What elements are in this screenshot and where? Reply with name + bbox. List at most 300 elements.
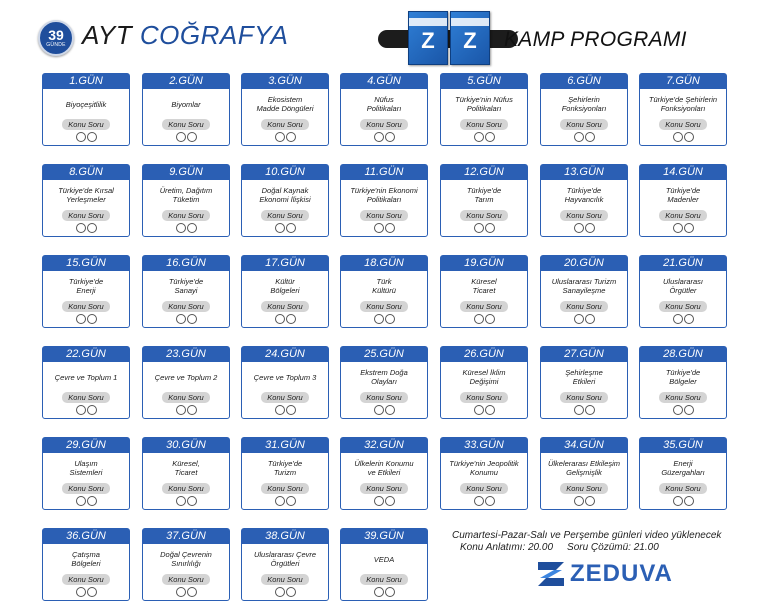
brand-name: ZEDUVA [570, 560, 673, 587]
day-card [540, 346, 628, 419]
progress-checkbox[interactable] [187, 405, 197, 415]
konu-soru-button[interactable]: Konu Soru [162, 574, 210, 585]
konu-soru-button[interactable]: Konu Soru [460, 210, 508, 221]
progress-checkbox[interactable] [187, 223, 197, 233]
day-label: 12.GÜN [441, 165, 527, 180]
konu-soru-button[interactable]: Konu Soru [460, 119, 508, 130]
progress-checkbox[interactable] [385, 132, 395, 142]
book-cover-image: Z [408, 11, 448, 65]
day-topic [242, 453, 328, 483]
progress-checkboxes [441, 223, 527, 233]
progress-checkbox[interactable] [286, 587, 296, 597]
day-topic-text: Çevre ve Toplum 1 [54, 372, 118, 382]
konu-soru-button[interactable]: Konu Soru [62, 119, 110, 130]
day-topic [441, 453, 527, 483]
day-topic [541, 271, 627, 301]
konu-soru-button[interactable]: Konu Soru [62, 301, 110, 312]
progress-checkboxes [541, 496, 627, 506]
day-card [440, 255, 528, 328]
progress-checkbox[interactable] [76, 587, 86, 597]
konu-soru-button[interactable]: Konu Soru [659, 483, 707, 494]
day-card [639, 346, 727, 419]
day-topic [43, 544, 129, 574]
day-card [42, 528, 130, 601]
day-label: 15.GÜN [43, 256, 129, 271]
day-label: 26.GÜN [441, 347, 527, 362]
day-label: 29.GÜN [43, 438, 129, 453]
progress-checkbox[interactable] [474, 132, 484, 142]
progress-checkbox[interactable] [485, 496, 495, 506]
progress-checkbox[interactable] [673, 405, 683, 415]
zeduva-logo-icon [536, 559, 566, 589]
day-topic [242, 271, 328, 301]
progress-checkbox[interactable] [187, 132, 197, 142]
konu-soru-button[interactable]: Konu Soru [261, 301, 309, 312]
badge-number: 39 [48, 26, 64, 43]
day-topic-text: Türkiye'de Tarım [466, 186, 502, 204]
konu-soru-button[interactable]: Konu Soru [261, 574, 309, 585]
progress-checkboxes [341, 132, 427, 142]
day-label: 35.GÜN [640, 438, 726, 453]
day-topic-text: Biyomlar [171, 99, 201, 109]
progress-checkbox[interactable] [76, 496, 86, 506]
progress-checkbox[interactable] [474, 223, 484, 233]
progress-checkboxes [143, 496, 229, 506]
progress-checkbox[interactable] [176, 587, 186, 597]
day-topic-text: Türkiye'nin Jeopolitik Konumu [449, 459, 519, 477]
day-label: 34.GÜN [541, 438, 627, 453]
progress-checkbox[interactable] [187, 496, 197, 506]
progress-checkboxes [43, 314, 129, 324]
konu-soru-button[interactable]: Konu Soru [261, 210, 309, 221]
progress-checkbox[interactable] [585, 223, 595, 233]
progress-checkbox[interactable] [684, 314, 694, 324]
day-topic-text: Çevre ve Toplum 3 [253, 372, 317, 382]
progress-checkboxes [640, 405, 726, 415]
day-topic [441, 362, 527, 392]
progress-checkbox[interactable] [385, 405, 395, 415]
day-topic-text: Doğal Kaynak Ekonomi İlişkisi [259, 186, 311, 204]
day-card [42, 73, 130, 146]
day-label: 4.GÜN [341, 74, 427, 89]
progress-checkboxes [43, 587, 129, 597]
day-topic-text: Çevre ve Toplum 2 [154, 372, 218, 382]
progress-checkbox[interactable] [87, 587, 97, 597]
day-topic [541, 362, 627, 392]
progress-checkbox[interactable] [87, 496, 97, 506]
day-topic [143, 453, 229, 483]
progress-checkbox[interactable] [176, 314, 186, 324]
konu-soru-button[interactable]: Konu Soru [659, 119, 707, 130]
day-topic [43, 89, 129, 119]
day-label: 37.GÜN [143, 529, 229, 544]
day-card [142, 346, 230, 419]
day-label: 17.GÜN [242, 256, 328, 271]
days-badge [38, 20, 74, 56]
day-label: 10.GÜN [242, 165, 328, 180]
day-topic-text: Türkiye'de Hayvancılık [564, 186, 604, 204]
progress-checkbox[interactable] [673, 314, 683, 324]
progress-checkbox[interactable] [87, 132, 97, 142]
day-topic-text: Doğal Çevrenin Sınırlılığı [160, 550, 212, 568]
progress-checkbox[interactable] [374, 223, 384, 233]
day-topic-text: VEDA [373, 554, 395, 564]
day-card [42, 164, 130, 237]
progress-checkbox[interactable] [275, 496, 285, 506]
konu-soru-button[interactable]: Konu Soru [360, 392, 408, 403]
progress-checkbox[interactable] [374, 314, 384, 324]
day-label: 14.GÜN [640, 165, 726, 180]
progress-checkbox[interactable] [374, 132, 384, 142]
progress-checkbox[interactable] [275, 314, 285, 324]
day-card [142, 73, 230, 146]
konu-soru-button[interactable]: Konu Soru [261, 119, 309, 130]
progress-checkbox[interactable] [176, 405, 186, 415]
zeduva-logo [536, 559, 673, 589]
day-topic-text: Nüfus Politikaları [366, 95, 402, 113]
progress-checkbox[interactable] [176, 223, 186, 233]
progress-checkbox[interactable] [684, 405, 694, 415]
progress-checkbox[interactable] [176, 496, 186, 506]
day-topic [242, 362, 328, 392]
progress-checkboxes [541, 405, 627, 415]
day-topic-text: Ulaşım Sistemleri [69, 459, 103, 477]
progress-checkbox[interactable] [275, 223, 285, 233]
progress-checkbox[interactable] [574, 132, 584, 142]
progress-checkbox[interactable] [87, 314, 97, 324]
progress-checkbox[interactable] [574, 223, 584, 233]
day-label: 24.GÜN [242, 347, 328, 362]
day-label: 32.GÜN [341, 438, 427, 453]
konu-soru-button[interactable]: Konu Soru [560, 301, 608, 312]
konu-soru-button[interactable]: Konu Soru [62, 392, 110, 403]
progress-checkbox[interactable] [76, 223, 86, 233]
progress-checkbox[interactable] [585, 314, 595, 324]
day-topic-text: Ülkelerarası Etkileşim Gelişmişlik [547, 459, 621, 477]
progress-checkbox[interactable] [673, 223, 683, 233]
day-topic [640, 453, 726, 483]
day-topic [43, 362, 129, 392]
progress-checkbox[interactable] [585, 132, 595, 142]
progress-checkbox[interactable] [87, 223, 97, 233]
progress-checkboxes [143, 587, 229, 597]
progress-checkboxes [640, 223, 726, 233]
day-topic-text: Uluslararası Turizm Sanayileşme [551, 277, 617, 295]
day-label: 6.GÜN [541, 74, 627, 89]
day-topic [242, 89, 328, 119]
lecture-time: Konu Anlatımı: 20.00 [460, 542, 554, 553]
day-topic [143, 362, 229, 392]
day-label: 25.GÜN [341, 347, 427, 362]
day-topic [43, 180, 129, 210]
day-card [540, 73, 628, 146]
konu-soru-button[interactable]: Konu Soru [659, 392, 707, 403]
day-label: 38.GÜN [242, 529, 328, 544]
day-label: 2.GÜN [143, 74, 229, 89]
konu-soru-button[interactable]: Konu Soru [162, 210, 210, 221]
day-topic [640, 180, 726, 210]
day-topic-text: Küresel, Ticaret [172, 459, 200, 477]
day-topic-text: Türkiye'de Kırsal Yerleşmeler [58, 186, 114, 204]
day-topic-text: Ekstrem Doğa Olayları [360, 368, 408, 386]
day-card [540, 255, 628, 328]
day-label: 30.GÜN [143, 438, 229, 453]
day-card [639, 437, 727, 510]
day-label: 36.GÜN [43, 529, 129, 544]
day-card [639, 73, 727, 146]
day-card [142, 437, 230, 510]
day-card [142, 164, 230, 237]
progress-checkbox[interactable] [374, 405, 384, 415]
day-card [241, 73, 329, 146]
konu-soru-button[interactable]: Konu Soru [560, 119, 608, 130]
progress-checkboxes [541, 223, 627, 233]
progress-checkbox[interactable] [275, 587, 285, 597]
progress-checkbox[interactable] [76, 314, 86, 324]
day-topic [341, 89, 427, 119]
konu-soru-button[interactable]: Konu Soru [162, 301, 210, 312]
day-label: 27.GÜN [541, 347, 627, 362]
progress-checkbox[interactable] [275, 132, 285, 142]
progress-checkbox[interactable] [286, 223, 296, 233]
progress-checkboxes [242, 405, 328, 415]
progress-checkbox[interactable] [87, 405, 97, 415]
progress-checkbox[interactable] [187, 314, 197, 324]
progress-checkbox[interactable] [286, 132, 296, 142]
progress-checkboxes [441, 314, 527, 324]
day-label: 7.GÜN [640, 74, 726, 89]
day-topic [143, 271, 229, 301]
progress-checkbox[interactable] [474, 496, 484, 506]
konu-soru-button[interactable]: Konu Soru [62, 210, 110, 221]
day-topic [441, 271, 527, 301]
progress-checkboxes [441, 132, 527, 142]
progress-checkbox[interactable] [275, 405, 285, 415]
progress-checkboxes [242, 587, 328, 597]
day-card [241, 528, 329, 601]
progress-checkboxes [143, 223, 229, 233]
progress-checkbox[interactable] [673, 132, 683, 142]
progress-checkbox[interactable] [385, 314, 395, 324]
konu-soru-button[interactable]: Konu Soru [360, 483, 408, 494]
day-card [639, 255, 727, 328]
day-card [340, 164, 428, 237]
day-topic [43, 453, 129, 483]
progress-checkboxes [541, 132, 627, 142]
progress-checkbox[interactable] [684, 132, 694, 142]
progress-checkboxes [341, 496, 427, 506]
progress-checkboxes [341, 587, 427, 597]
progress-checkbox[interactable] [374, 496, 384, 506]
konu-soru-button[interactable]: Konu Soru [360, 574, 408, 585]
progress-checkbox[interactable] [385, 496, 395, 506]
day-topic-text: Uluslararası Çevre Örgütleri [253, 550, 317, 568]
konu-soru-button[interactable]: Konu Soru [162, 392, 210, 403]
day-topic-text: Ekosistem Madde Döngüleri [256, 95, 314, 113]
progress-checkbox[interactable] [286, 496, 296, 506]
progress-checkbox[interactable] [286, 405, 296, 415]
progress-checkbox[interactable] [574, 314, 584, 324]
progress-checkbox[interactable] [585, 496, 595, 506]
progress-checkboxes [242, 496, 328, 506]
progress-checkbox[interactable] [385, 223, 395, 233]
konu-soru-button[interactable]: Konu Soru [62, 574, 110, 585]
day-topic [43, 271, 129, 301]
day-label: 19.GÜN [441, 256, 527, 271]
day-label: 8.GÜN [43, 165, 129, 180]
day-topic [242, 544, 328, 574]
day-topic-text: Enerji Güzergahları [661, 459, 705, 477]
badge-label: GÜNDE [46, 41, 66, 48]
day-topic [441, 180, 527, 210]
progress-checkbox[interactable] [585, 405, 595, 415]
konu-soru-button[interactable]: Konu Soru [560, 210, 608, 221]
day-label: 3.GÜN [242, 74, 328, 89]
konu-soru-button[interactable]: Konu Soru [659, 301, 707, 312]
day-card [639, 164, 727, 237]
progress-checkboxes [640, 132, 726, 142]
day-label: 21.GÜN [640, 256, 726, 271]
progress-checkbox[interactable] [684, 223, 694, 233]
day-topic-text: Küresel Ticaret [471, 277, 497, 295]
title-part-2: COĞRAFYA [139, 20, 289, 50]
day-topic [143, 180, 229, 210]
day-topic [242, 180, 328, 210]
konu-soru-button[interactable]: Konu Soru [659, 210, 707, 221]
day-topic [341, 544, 427, 574]
konu-soru-button[interactable]: Konu Soru [360, 301, 408, 312]
progress-checkbox[interactable] [374, 587, 384, 597]
konu-soru-button[interactable]: Konu Soru [360, 119, 408, 130]
time-info [460, 542, 673, 553]
day-topic [541, 180, 627, 210]
day-card [142, 528, 230, 601]
progress-checkboxes [43, 223, 129, 233]
day-topic-text: Çatışma Bölgeleri [71, 550, 101, 568]
konu-soru-button[interactable]: Konu Soru [261, 483, 309, 494]
progress-checkbox[interactable] [485, 405, 495, 415]
konu-soru-button[interactable]: Konu Soru [62, 483, 110, 494]
konu-soru-button[interactable]: Konu Soru [460, 301, 508, 312]
day-card [440, 346, 528, 419]
progress-checkboxes [341, 314, 427, 324]
day-topic [143, 89, 229, 119]
progress-checkbox[interactable] [76, 405, 86, 415]
day-card [142, 255, 230, 328]
day-topic-text: Türkiye'de Madenler [665, 186, 701, 204]
day-topic-text: Üretim, Dağıtım Tüketim [159, 186, 213, 204]
day-label: 11.GÜN [341, 165, 427, 180]
day-card [42, 346, 130, 419]
day-card [340, 528, 428, 601]
progress-checkboxes [242, 223, 328, 233]
progress-checkboxes [541, 314, 627, 324]
progress-checkboxes [143, 132, 229, 142]
progress-checkbox[interactable] [684, 496, 694, 506]
progress-checkbox[interactable] [574, 496, 584, 506]
progress-checkbox[interactable] [76, 132, 86, 142]
progress-checkbox[interactable] [673, 496, 683, 506]
day-label: 1.GÜN [43, 74, 129, 89]
day-card [42, 255, 130, 328]
day-topic [640, 271, 726, 301]
day-label: 18.GÜN [341, 256, 427, 271]
day-topic-text: Türk Kültürü [372, 277, 396, 295]
progress-checkboxes [242, 132, 328, 142]
konu-soru-button[interactable]: Konu Soru [162, 119, 210, 130]
progress-checkbox[interactable] [286, 314, 296, 324]
day-card [540, 164, 628, 237]
day-topic [341, 180, 427, 210]
day-topic-text: Ülkelerin Konumu ve Etkileri [354, 459, 414, 477]
day-label: 33.GÜN [441, 438, 527, 453]
day-label: 23.GÜN [143, 347, 229, 362]
progress-checkboxes [640, 314, 726, 324]
program-title: KAMP PROGRAMI [504, 28, 687, 51]
day-card [42, 437, 130, 510]
day-card [340, 255, 428, 328]
progress-checkboxes [143, 405, 229, 415]
konu-soru-button[interactable]: Konu Soru [560, 483, 608, 494]
book-cover-image: Z [450, 11, 490, 65]
day-topic-text: Şehirleşme Etkileri [565, 368, 603, 386]
day-topic-text: Biyoçeşitlilik [65, 99, 107, 109]
day-card [241, 164, 329, 237]
day-topic [143, 544, 229, 574]
page-title [82, 20, 288, 51]
konu-soru-button[interactable]: Konu Soru [261, 392, 309, 403]
progress-checkbox[interactable] [485, 132, 495, 142]
konu-soru-button[interactable]: Konu Soru [360, 210, 408, 221]
progress-checkboxes [341, 223, 427, 233]
konu-soru-button[interactable]: Konu Soru [460, 483, 508, 494]
progress-checkbox[interactable] [385, 587, 395, 597]
progress-checkbox[interactable] [176, 132, 186, 142]
konu-soru-button[interactable]: Konu Soru [560, 392, 608, 403]
day-label: 31.GÜN [242, 438, 328, 453]
day-topic [441, 89, 527, 119]
day-topic-text: Küresel İklim Değişimi [462, 368, 506, 386]
day-topic-text: Türkiye'nin Nüfus Politikaları [455, 95, 513, 113]
progress-checkbox[interactable] [485, 314, 495, 324]
day-topic-text: Kültür Bölgeleri [270, 277, 300, 295]
konu-soru-button[interactable]: Konu Soru [460, 392, 508, 403]
day-card [241, 255, 329, 328]
progress-checkbox[interactable] [474, 314, 484, 324]
progress-checkbox[interactable] [485, 223, 495, 233]
day-topic-text: Şehirlerin Fonksiyonları [561, 95, 607, 113]
title-part-1: AYT [82, 20, 140, 50]
progress-checkboxes [43, 496, 129, 506]
progress-checkbox[interactable] [474, 405, 484, 415]
day-label: 20.GÜN [541, 256, 627, 271]
day-topic-text: Türkiye'de Turizm [267, 459, 303, 477]
day-topic-text: Türkiye'de Enerji [68, 277, 104, 295]
day-topic [341, 271, 427, 301]
progress-checkboxes [341, 405, 427, 415]
progress-checkbox[interactable] [574, 405, 584, 415]
day-card [340, 437, 428, 510]
konu-soru-button[interactable]: Konu Soru [162, 483, 210, 494]
day-label: 13.GÜN [541, 165, 627, 180]
progress-checkboxes [43, 405, 129, 415]
day-label: 9.GÜN [143, 165, 229, 180]
progress-checkboxes [640, 496, 726, 506]
progress-checkbox[interactable] [187, 587, 197, 597]
day-card [540, 437, 628, 510]
day-topic [341, 362, 427, 392]
day-topic [541, 453, 627, 483]
